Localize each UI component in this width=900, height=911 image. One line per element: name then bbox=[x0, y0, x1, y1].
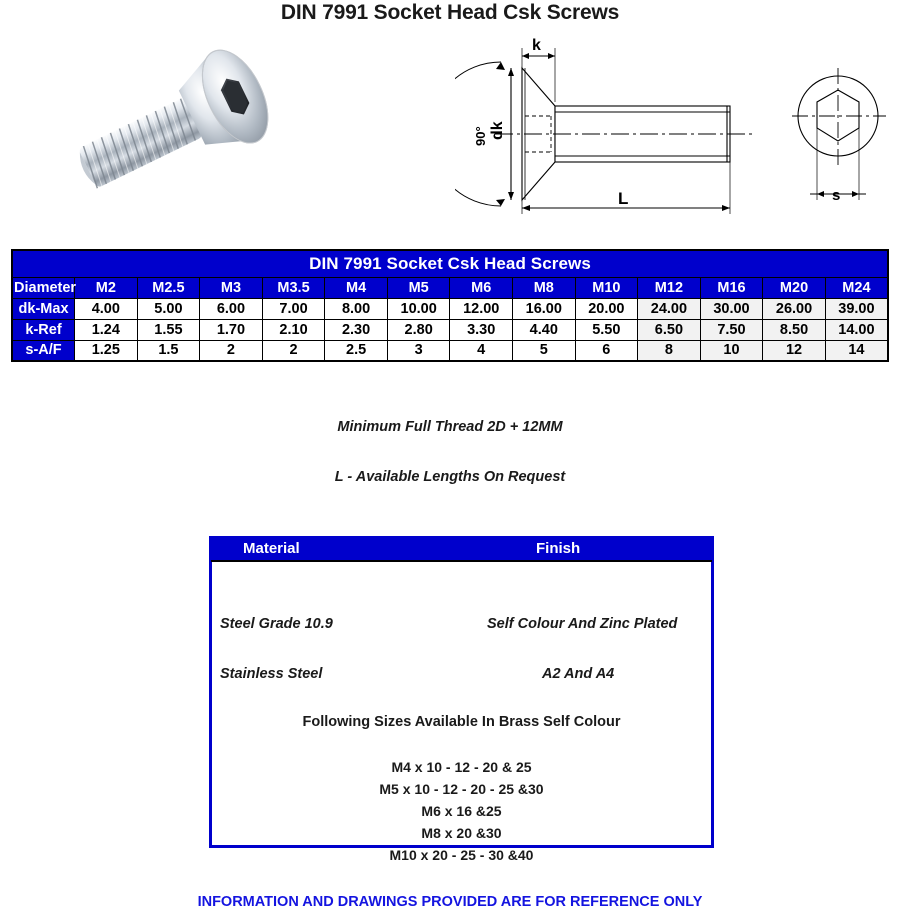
row-label: dk-Max bbox=[12, 298, 75, 319]
L-label: L bbox=[618, 189, 629, 208]
table-cell: 1.25 bbox=[75, 340, 138, 361]
material-finish: A2 And A4 bbox=[542, 666, 615, 682]
table-cell: 4 bbox=[450, 340, 513, 361]
table-cell: 2.30 bbox=[325, 319, 388, 340]
table-cell: 2.10 bbox=[262, 319, 325, 340]
col-header: M2 bbox=[75, 277, 138, 298]
material-finish: Self Colour And Zinc Plated bbox=[487, 616, 678, 632]
material-row bbox=[212, 666, 711, 688]
table-cell: 30.00 bbox=[700, 298, 763, 319]
end-view-drawing bbox=[790, 54, 895, 219]
side-view-drawing bbox=[455, 36, 785, 221]
material-row bbox=[212, 616, 711, 638]
table-cell: 6.50 bbox=[638, 319, 701, 340]
table-cell: 2.80 bbox=[387, 319, 450, 340]
list-item: M10 x 20 - 25 - 30 &40 bbox=[389, 847, 534, 863]
material-table bbox=[209, 536, 714, 863]
list-item: M6 x 16 &25 bbox=[421, 803, 502, 819]
col-header: M24 bbox=[825, 277, 888, 298]
table-row bbox=[12, 298, 888, 319]
table-cell: 16.00 bbox=[513, 298, 576, 319]
angle-label: 90° bbox=[473, 126, 488, 146]
table-cell: 12 bbox=[763, 340, 826, 361]
length-note: L - Available Lengths On Request bbox=[334, 469, 566, 485]
table-cell: 6 bbox=[575, 340, 638, 361]
thread-note: Minimum Full Thread 2D + 12MM bbox=[337, 419, 563, 435]
table-cell: 8.00 bbox=[325, 298, 388, 319]
spec-table bbox=[11, 249, 889, 362]
col-header: M3 bbox=[200, 277, 263, 298]
list-item: M4 x 10 - 12 - 20 & 25 bbox=[391, 759, 532, 775]
table-cell: 7.00 bbox=[262, 298, 325, 319]
material-column-header: Material bbox=[243, 540, 300, 557]
list-item: M8 x 20 &30 bbox=[421, 825, 502, 841]
col-header: M12 bbox=[638, 277, 701, 298]
artwork-band bbox=[0, 34, 900, 224]
material-table-header bbox=[211, 538, 712, 562]
table-cell: 14 bbox=[825, 340, 888, 361]
table-cell: 3.30 bbox=[450, 319, 513, 340]
list-item: M5 x 10 - 12 - 20 - 25 &30 bbox=[379, 781, 544, 797]
material-name: Stainless Steel bbox=[220, 666, 323, 682]
table-cell: 5 bbox=[513, 340, 576, 361]
table-cell: 7.50 bbox=[700, 319, 763, 340]
table-cell: 3 bbox=[387, 340, 450, 361]
col-header: M8 bbox=[513, 277, 576, 298]
table-cell: 26.00 bbox=[763, 298, 826, 319]
table-cell: 5.00 bbox=[137, 298, 200, 319]
table-cell: 5.50 bbox=[575, 319, 638, 340]
col-header: M6 bbox=[450, 277, 513, 298]
row-label: s-A/F bbox=[12, 340, 75, 361]
material-name: Steel Grade 10.9 bbox=[220, 616, 333, 632]
page-title: DIN 7991 Socket Head Csk Screws bbox=[280, 1, 620, 24]
dk-label: dk bbox=[489, 121, 506, 140]
brass-sizes-list bbox=[212, 756, 711, 866]
table-cell: 1.5 bbox=[137, 340, 200, 361]
row-label: k-Ref bbox=[12, 319, 75, 340]
col-header: M10 bbox=[575, 277, 638, 298]
col-header: M5 bbox=[387, 277, 450, 298]
spec-table-header-row bbox=[12, 277, 888, 298]
table-cell: 20.00 bbox=[575, 298, 638, 319]
table-cell: 4.00 bbox=[75, 298, 138, 319]
col-header: M3.5 bbox=[262, 277, 325, 298]
material-table-body bbox=[212, 562, 711, 863]
col-header: M20 bbox=[763, 277, 826, 298]
table-cell: 2 bbox=[262, 340, 325, 361]
table-cell: 6.00 bbox=[200, 298, 263, 319]
spec-table-title-row bbox=[12, 250, 888, 277]
table-row bbox=[12, 340, 888, 361]
table-cell: 10.00 bbox=[387, 298, 450, 319]
table-cell: 24.00 bbox=[638, 298, 701, 319]
col-header: M2.5 bbox=[137, 277, 200, 298]
spec-table-title: DIN 7991 Socket Csk Head Screws bbox=[12, 250, 888, 277]
table-row bbox=[12, 319, 888, 340]
table-cell: 1.55 bbox=[137, 319, 200, 340]
s-label: s bbox=[832, 187, 841, 204]
screw-photo bbox=[55, 42, 310, 202]
table-cell: 14.00 bbox=[825, 319, 888, 340]
col-header: M16 bbox=[700, 277, 763, 298]
table-cell: 1.24 bbox=[75, 319, 138, 340]
table-cell: 4.40 bbox=[513, 319, 576, 340]
table-cell: 2.5 bbox=[325, 340, 388, 361]
brass-sizes-heading: Following Sizes Available In Brass Self Colour bbox=[302, 714, 621, 730]
header-diameter: Diameter bbox=[12, 277, 75, 298]
table-cell: 12.00 bbox=[450, 298, 513, 319]
table-cell: 1.70 bbox=[200, 319, 263, 340]
table-cell: 39.00 bbox=[825, 298, 888, 319]
table-cell: 2 bbox=[200, 340, 263, 361]
finish-column-header: Finish bbox=[536, 540, 581, 557]
table-cell: 8.50 bbox=[763, 319, 826, 340]
table-cell: 10 bbox=[700, 340, 763, 361]
k-label: k bbox=[532, 37, 541, 54]
reference-disclaimer: INFORMATION AND DRAWINGS PROVIDED ARE FOR REFERENCE ONLY bbox=[197, 894, 703, 910]
table-cell: 8 bbox=[638, 340, 701, 361]
col-header: M4 bbox=[325, 277, 388, 298]
